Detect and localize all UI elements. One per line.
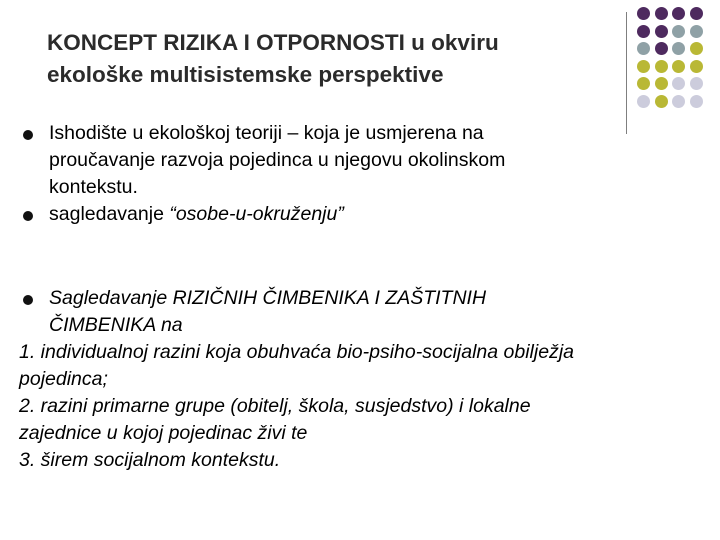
decorative-dot bbox=[690, 42, 703, 55]
decorative-dot-grid bbox=[637, 7, 720, 127]
levels-line-2: pojedinca; bbox=[19, 368, 108, 390]
bullet-item-risk-factors bbox=[22, 285, 574, 339]
decorative-dot bbox=[690, 77, 703, 90]
title-line-2: ekološke multisistemske perspektive bbox=[47, 62, 444, 87]
decorative-dot bbox=[637, 60, 650, 73]
decorative-dot bbox=[637, 95, 650, 108]
decorative-dot bbox=[690, 95, 703, 108]
decorative-dot bbox=[672, 25, 685, 38]
bullet-item-person-in-environment bbox=[22, 201, 505, 228]
title-divider bbox=[626, 12, 627, 134]
decorative-dot bbox=[637, 7, 650, 20]
bullet-2-quote: “osobe-u-okruženju” bbox=[169, 203, 344, 225]
decorative-dot bbox=[672, 7, 685, 20]
bullet-1-line-1: Ishodište u ekološkoj teoriji – koja je usmjerena na bbox=[49, 122, 484, 144]
decorative-dot bbox=[672, 42, 685, 55]
bullet-1-line-2: proučavanje razvoja pojedinca u njegovu okolinskom bbox=[49, 149, 506, 171]
levels-line-1: 1. individualnoj razini koja obuhvaća bio-psiho-socijalna obilježja bbox=[19, 341, 574, 363]
decorative-dot bbox=[637, 25, 650, 38]
decorative-dot bbox=[690, 60, 703, 73]
decorative-dot bbox=[637, 42, 650, 55]
bullet-2-prefix: sagledavanje bbox=[49, 203, 170, 225]
decorative-dot bbox=[672, 77, 685, 90]
decorative-dot bbox=[637, 77, 650, 90]
decorative-dot bbox=[655, 77, 668, 90]
bullet-list-top bbox=[22, 120, 505, 228]
levels-line-4: zajednice u kojoj pojedinac živi te bbox=[19, 422, 308, 444]
title-line-1: KONCEPT RIZIKA I OTPORNOSTI u okviru bbox=[47, 30, 499, 55]
decorative-dot bbox=[655, 7, 668, 20]
decorative-dot bbox=[690, 25, 703, 38]
decorative-dot bbox=[672, 95, 685, 108]
levels-line-3: 2. razini primarne grupe (obitelj, škola, susjedstvo) i lokalne bbox=[19, 395, 531, 417]
decorative-dot bbox=[655, 60, 668, 73]
slide-title bbox=[47, 27, 617, 91]
decorative-dot bbox=[672, 60, 685, 73]
levels-list bbox=[19, 339, 574, 474]
bullet-2-text bbox=[49, 201, 505, 228]
decorative-dot bbox=[655, 42, 668, 55]
bullet-item-ecological-theory bbox=[22, 120, 505, 201]
bullet-1-line-3: kontekstu. bbox=[49, 176, 138, 198]
decorative-dot bbox=[690, 7, 703, 20]
bullet-3-line-2: ČIMBENIKA na bbox=[49, 314, 183, 336]
bullet-3-line-1: Sagledavanje RIZIČNIH ČIMBENIKA I ZAŠTITNIH bbox=[49, 287, 487, 309]
decorative-dot bbox=[655, 25, 668, 38]
bullet-icon bbox=[23, 295, 33, 305]
bullet-list-bottom bbox=[19, 285, 574, 474]
bullet-icon bbox=[23, 211, 33, 221]
levels-line-5: 3. širem socijalnom kontekstu. bbox=[19, 449, 281, 471]
bullet-icon bbox=[23, 130, 33, 140]
decorative-dot bbox=[655, 95, 668, 108]
